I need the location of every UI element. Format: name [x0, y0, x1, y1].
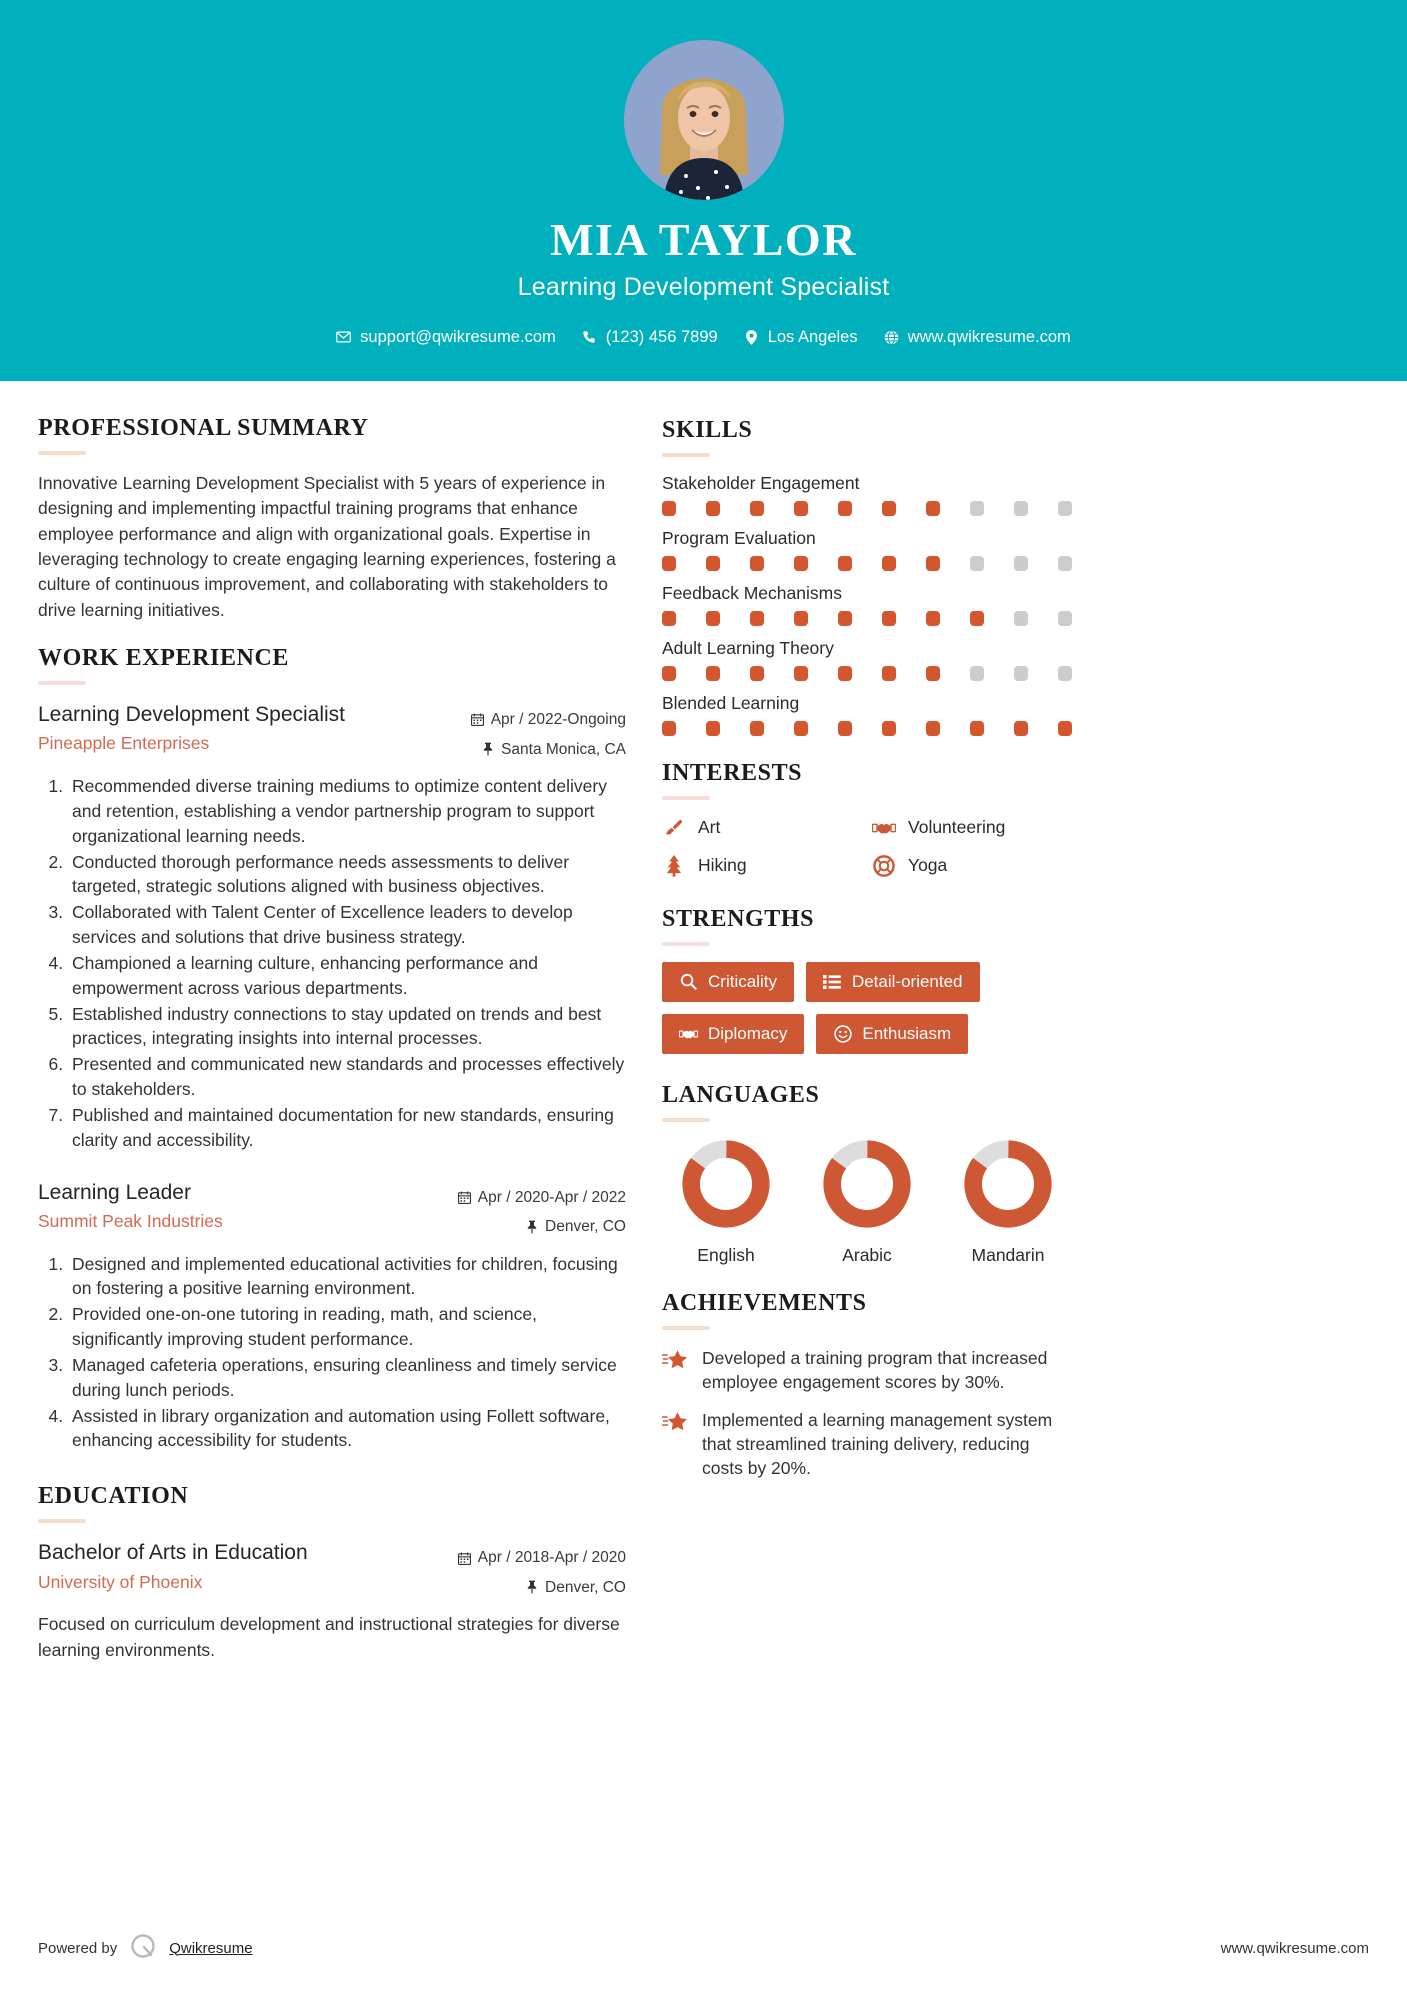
skill-dot-filled — [794, 501, 808, 516]
tree-icon — [662, 854, 686, 878]
pushpin-icon — [525, 1220, 538, 1234]
job-location — [436, 1212, 626, 1241]
job-bullets — [38, 774, 626, 1153]
skill-dot-filled — [970, 611, 984, 626]
skill-rating — [662, 666, 1072, 681]
contact-location-text: Los Angeles — [767, 327, 858, 346]
interest-item — [662, 816, 862, 840]
school-name: University of Phoenix — [38, 1571, 203, 1592]
skill-dot-filled — [882, 556, 896, 571]
skill-label: Adult Learning Theory — [662, 637, 834, 658]
qwikresume-logo-icon — [129, 1932, 157, 1964]
skill-label: Stakeholder Engagement — [662, 472, 860, 493]
list-item: 2. Conducted thorough performance needs assessments to deliver targeted, strategic solutions aligned with business objectives. — [68, 850, 626, 900]
skill-row — [662, 583, 1072, 626]
education-location — [436, 1573, 626, 1602]
skill-row — [662, 528, 1072, 571]
section-rule — [662, 942, 710, 946]
language-item — [666, 1138, 786, 1266]
skill-dot-filled — [882, 666, 896, 681]
language-donut — [821, 1138, 913, 1230]
skill-dot-filled — [662, 501, 676, 516]
interest-label: Volunteering — [908, 817, 1006, 838]
section-rule — [662, 453, 710, 457]
job-dates-text: Apr / 2022-Ongoing — [490, 711, 626, 729]
powered-by — [38, 1932, 253, 1964]
degree-title: Bachelor of Arts in Education — [38, 1541, 308, 1565]
job-company: Summit Peak Industries — [38, 1210, 223, 1231]
section-heading-languages: LANGUAGES — [662, 1081, 820, 1108]
star-icon — [662, 1348, 688, 1374]
skill-dot-filled — [794, 611, 808, 626]
section-heading-interests: INTERESTS — [662, 759, 803, 786]
skill-dot-filled — [838, 556, 852, 571]
pushpin-icon — [525, 1580, 538, 1594]
skill-dot-filled — [750, 611, 764, 626]
skill-dot-empty — [1058, 611, 1072, 626]
skill-dot-filled — [926, 666, 940, 681]
location-pin-icon — [744, 330, 759, 345]
language-donut — [680, 1138, 772, 1230]
skill-rating — [662, 556, 1072, 571]
skill-rating — [662, 721, 1072, 736]
skill-dot-empty — [1014, 501, 1028, 516]
brand-link[interactable]: Qwikresume — [169, 1939, 253, 1957]
language-label: English — [697, 1244, 755, 1265]
handshake-icon — [679, 1024, 698, 1043]
skill-dot-filled — [750, 556, 764, 571]
section-heading-skills: SKILLS — [662, 416, 753, 443]
interest-item — [872, 854, 1072, 878]
list-item: 2. Provided one-on-one tutoring in reading, math, and science, significantly improving student performance. — [68, 1302, 626, 1352]
interest-label: Yoga — [908, 855, 948, 876]
contact-email-text: support@qwikresume.com — [360, 327, 556, 346]
lifebuoy-icon — [872, 854, 896, 878]
summary-text: Innovative Learning Development Specialist with 5 years of experience in designing and implementing impactful training programs that enhance employee performance and align with organizational goals. Expertise in leveraging technology to create engaging learning experiences, fostering a culture of continuous improvement, and collaborating with stakeholders to drive learning initiatives. — [38, 472, 616, 620]
skill-dot-filled — [970, 721, 984, 736]
section-strengths — [662, 906, 1072, 1054]
strength-badge — [662, 1014, 804, 1054]
contact-phone-text: (123) 456 7899 — [605, 327, 718, 346]
language-label: Mandarin — [971, 1244, 1045, 1265]
skill-dot-filled — [838, 721, 852, 736]
calendar-icon — [471, 713, 484, 727]
skill-dot-filled — [1014, 721, 1028, 736]
interest-label: Hiking — [698, 855, 747, 876]
section-heading-work: WORK EXPERIENCE — [38, 645, 290, 672]
skill-dot-filled — [662, 556, 676, 571]
magnifier-icon — [679, 972, 698, 991]
skill-dot-filled — [706, 611, 720, 626]
skill-rating — [662, 501, 1072, 516]
skill-dot-filled — [750, 721, 764, 736]
section-rule — [38, 451, 86, 455]
job-role: Learning Leader — [38, 1180, 191, 1204]
section-interests — [662, 760, 1072, 878]
job-entry — [38, 1179, 626, 1454]
skill-dot-filled — [882, 611, 896, 626]
skill-dot-filled — [838, 666, 852, 681]
skill-dot-filled — [706, 501, 720, 516]
list-item: 6. Presented and communicated new standards and processes effectively to stakeholders. — [68, 1052, 626, 1102]
interest-item — [872, 816, 1072, 840]
globe-icon — [884, 330, 899, 345]
section-rule — [38, 1519, 86, 1523]
page-title: MIA TAYLOR — [550, 214, 857, 265]
strength-badge — [806, 962, 980, 1002]
right-column — [662, 415, 1072, 1912]
language-label: Arabic — [842, 1244, 892, 1265]
interest-label: Art — [698, 817, 721, 838]
section-languages — [662, 1082, 1072, 1266]
skill-dot-filled — [662, 611, 676, 626]
skill-dot-empty — [1014, 666, 1028, 681]
footer-url[interactable]: www.qwikresume.com — [1220, 1939, 1369, 1957]
star-icon — [662, 1410, 688, 1436]
strength-label: Criticality — [708, 971, 777, 991]
skill-dot-filled — [926, 611, 940, 626]
section-professional-summary — [38, 415, 626, 623]
strength-label: Detail-oriented — [851, 971, 963, 991]
contact-row — [0, 328, 1407, 347]
skill-dot-filled — [838, 611, 852, 626]
job-location-text: Denver, CO — [545, 1218, 626, 1236]
contact-phone[interactable] — [582, 328, 718, 347]
interest-item — [662, 854, 862, 878]
contact-website-text: www.qwikresume.com — [907, 327, 1071, 346]
achievement-item — [662, 1346, 1072, 1394]
contact-website[interactable] — [884, 328, 1071, 347]
skill-dot-filled — [794, 721, 808, 736]
list-item: 4. Assisted in library organization and automation using Follett software, enhancing accessibility for students. — [68, 1404, 626, 1454]
contact-location — [744, 328, 858, 347]
skill-dot-filled — [706, 666, 720, 681]
contact-email[interactable] — [336, 328, 556, 347]
powered-by-label: Powered by — [38, 1939, 118, 1957]
calendar-icon — [458, 1551, 471, 1565]
section-rule — [38, 681, 86, 685]
list-item: 1. Designed and implemented educational activities for children, focusing on fostering a positive learning environment. — [68, 1252, 626, 1302]
section-rule — [662, 1326, 710, 1330]
job-dates — [436, 705, 626, 734]
job-dates — [436, 1183, 626, 1212]
skill-label: Feedback Mechanisms — [662, 582, 842, 603]
education-description: Focused on curriculum development and instructional strategies for diverse learning environments. — [38, 1614, 620, 1660]
job-company: Pineapple Enterprises — [38, 733, 210, 754]
job-bullets — [38, 1252, 626, 1454]
strength-badge — [816, 1014, 968, 1054]
section-heading-achievements: ACHIEVEMENTS — [662, 1289, 867, 1316]
list-item: 5. Established industry connections to stay updated on trends and best practices, integrating insights into internal processes. — [68, 1002, 626, 1052]
skill-dot-filled — [926, 501, 940, 516]
skill-dot-empty — [1058, 501, 1072, 516]
calendar-icon — [458, 1190, 471, 1204]
section-rule — [662, 1118, 710, 1122]
strength-label: Enthusiasm — [862, 1023, 952, 1043]
list-item: 3. Managed cafeteria operations, ensuring cleanliness and timely service during lunch periods. — [68, 1353, 626, 1403]
skill-dot-filled — [662, 721, 676, 736]
skill-row — [662, 473, 1072, 516]
strength-label: Diplomacy — [708, 1023, 788, 1043]
pushpin-icon — [481, 742, 494, 756]
skill-row — [662, 638, 1072, 681]
section-skills — [662, 417, 1072, 736]
skill-dot-filled — [926, 556, 940, 571]
skill-dot-filled — [926, 721, 940, 736]
education-dates-text: Apr / 2018-Apr / 2020 — [477, 1549, 626, 1567]
education-location-text: Denver, CO — [545, 1578, 626, 1596]
skill-dot-empty — [1014, 611, 1028, 626]
skill-label: Blended Learning — [662, 692, 800, 713]
section-heading-strengths: STRENGTHS — [662, 905, 815, 932]
paintbrush-icon — [662, 816, 686, 840]
education-dates — [436, 1543, 626, 1572]
section-work-experience — [38, 645, 626, 1453]
smiley-icon — [833, 1024, 852, 1043]
language-item — [807, 1138, 927, 1266]
job-location — [436, 735, 626, 764]
skill-dot-empty — [970, 501, 984, 516]
section-achievements — [662, 1290, 1072, 1481]
skill-label: Program Evaluation — [662, 527, 816, 548]
education-entry — [38, 1539, 626, 1663]
job-entry — [38, 701, 626, 1153]
skill-dot-filled — [882, 501, 896, 516]
language-donut — [962, 1138, 1054, 1230]
skill-dot-filled — [794, 666, 808, 681]
list-icon — [823, 972, 842, 991]
skill-dot-filled — [662, 666, 676, 681]
skill-dot-empty — [970, 666, 984, 681]
skill-dot-filled — [838, 501, 852, 516]
section-education — [38, 1483, 626, 1663]
header-job-title: Learning Development Specialist — [517, 272, 890, 301]
list-item: 3. Collaborated with Talent Center of Excellence leaders to develop services and solutions that drive business strategy. — [68, 900, 626, 950]
left-column — [38, 415, 626, 1912]
list-item: 1. Recommended diverse training mediums to optimize content delivery and retention, establishing a vendor partnership program to support organizational learning needs. — [68, 774, 626, 849]
skill-dot-filled — [794, 556, 808, 571]
resume-footer — [0, 1912, 1407, 1990]
achievement-text: Developed a training program that increased employee engagement scores by 30%. — [702, 1347, 1048, 1393]
list-item: 7. Published and maintained documentation for new standards, ensuring clarity and accessibility. — [68, 1103, 626, 1153]
skill-dot-filled — [1058, 721, 1072, 736]
achievement-text: Implemented a learning management system that streamlined training delivery, reducing costs by 20%. — [702, 1410, 1053, 1479]
phone-icon — [582, 330, 597, 345]
handshake-icon — [872, 816, 896, 840]
skill-dot-filled — [750, 666, 764, 681]
skill-dot-filled — [706, 556, 720, 571]
skill-dot-empty — [970, 556, 984, 571]
avatar — [624, 40, 784, 200]
job-role: Learning Development Specialist — [38, 703, 346, 727]
section-heading-summary: PROFESSIONAL SUMMARY — [38, 414, 369, 441]
resume-body — [0, 381, 1407, 1912]
section-rule — [662, 796, 710, 800]
skill-dot-filled — [706, 721, 720, 736]
job-location-text: Santa Monica, CA — [501, 740, 626, 758]
skill-dot-empty — [1014, 556, 1028, 571]
strength-badge — [662, 962, 794, 1002]
skill-row — [662, 693, 1072, 736]
skill-rating — [662, 611, 1072, 626]
language-item — [948, 1138, 1068, 1266]
skill-dot-empty — [1058, 666, 1072, 681]
skill-dot-filled — [750, 501, 764, 516]
skill-dot-empty — [1058, 556, 1072, 571]
resume-header — [0, 0, 1407, 381]
achievement-item — [662, 1408, 1072, 1480]
envelope-icon — [336, 330, 351, 345]
list-item: 4. Championed a learning culture, enhancing performance and empowerment across various departments. — [68, 951, 626, 1001]
section-heading-education: EDUCATION — [38, 1483, 189, 1510]
skill-dot-filled — [882, 721, 896, 736]
job-dates-text: Apr / 2020-Apr / 2022 — [477, 1188, 626, 1206]
